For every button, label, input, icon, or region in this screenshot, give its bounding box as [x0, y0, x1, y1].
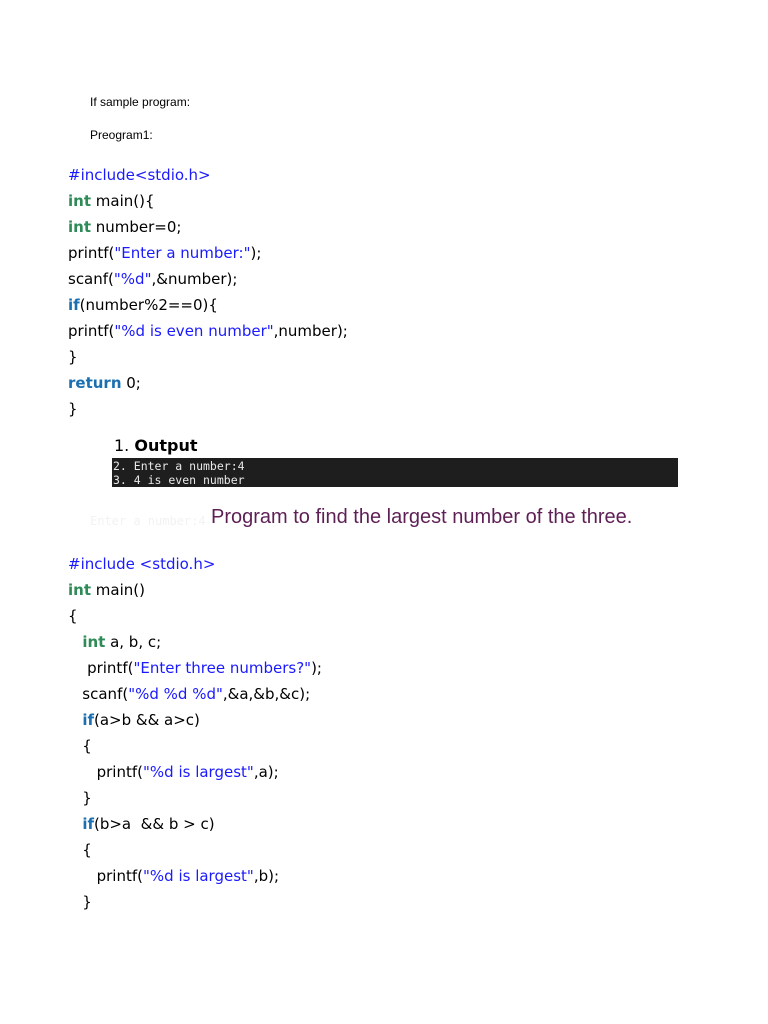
- code-text: printf(: [68, 867, 143, 885]
- code-text: ,number);: [273, 322, 348, 340]
- section-title: Program to find the largest number of the three.: [211, 506, 633, 528]
- program-label: Preogram1:: [90, 128, 153, 142]
- string-literal: "Enter a number:": [114, 244, 251, 262]
- code-text: number=0;: [91, 218, 182, 236]
- code-text: }: [68, 400, 78, 418]
- code-text: main(){: [91, 192, 155, 210]
- code-text: scanf(: [68, 685, 129, 703]
- code-line: [68, 370, 348, 396]
- code-line: [68, 681, 322, 707]
- code-line: [68, 318, 348, 344]
- include-directive: #include <stdio.h>: [68, 555, 216, 573]
- string-literal: "Enter three numbers?": [133, 659, 312, 677]
- code-line: [68, 162, 348, 188]
- code-text: [68, 711, 82, 729]
- string-literal: "%d": [113, 270, 152, 288]
- code-text: );: [311, 659, 322, 677]
- code-text: {: [68, 737, 92, 755]
- code-text: printf(: [68, 244, 115, 262]
- code-line: [68, 889, 322, 915]
- string-literal: "%d is largest": [143, 763, 254, 781]
- code-text: main(): [91, 581, 145, 599]
- code-text: 0;: [121, 374, 141, 392]
- code-text: printf(: [68, 322, 115, 340]
- console-line: 2. Enter a number:4: [113, 459, 245, 473]
- code-text: }: [68, 348, 78, 366]
- code-text: (b>a && b > c): [93, 815, 215, 833]
- code-text: );: [250, 244, 262, 262]
- output-console: [112, 458, 678, 487]
- code-line: [68, 759, 322, 785]
- code-line: [68, 655, 322, 681]
- int-keyword: int: [68, 192, 91, 210]
- code-text: {: [68, 841, 92, 859]
- code-text: printf(: [68, 659, 134, 677]
- code-line: [68, 577, 322, 603]
- code-line: [68, 551, 322, 577]
- code-line: [68, 863, 322, 889]
- code-line: [68, 214, 348, 240]
- code-text: }: [68, 789, 92, 807]
- string-literal: "%d %d %d": [128, 685, 223, 703]
- output-list-number: 1.: [114, 436, 130, 455]
- code-line: [68, 629, 322, 655]
- code-text: }: [68, 893, 92, 911]
- output-label: Output: [134, 436, 198, 455]
- code-text: [68, 815, 82, 833]
- console-line: 3. 4 is even number: [113, 473, 245, 487]
- code-text: ,a);: [253, 763, 279, 781]
- code-line: [68, 266, 348, 292]
- code-text: ,&a,&b,&c);: [222, 685, 311, 703]
- if-keyword: if: [82, 711, 94, 729]
- int-keyword: int: [68, 218, 91, 236]
- code-line: [68, 733, 322, 759]
- code-line: [68, 344, 348, 370]
- code-text: scanf(: [68, 270, 114, 288]
- string-literal: "%d is even number": [114, 322, 274, 340]
- program2-code: [68, 551, 322, 915]
- include-directive: #include<stdio.h>: [68, 166, 211, 184]
- int-keyword: int: [82, 633, 106, 651]
- code-line: [68, 707, 322, 733]
- if-keyword: if: [68, 296, 80, 314]
- code-line: [68, 603, 322, 629]
- faded-console-text: Enter a number:4: [90, 514, 206, 528]
- code-line: [68, 292, 348, 318]
- code-line: [68, 785, 322, 811]
- output-heading: [114, 436, 198, 455]
- code-line: [68, 188, 348, 214]
- code-line: [68, 396, 348, 422]
- return-keyword: return: [68, 374, 122, 392]
- code-text: {: [68, 607, 78, 625]
- string-literal: "%d is largest": [143, 867, 254, 885]
- code-line: [68, 837, 322, 863]
- code-text: ,&number);: [151, 270, 238, 288]
- program1-code: [68, 162, 348, 422]
- code-text: (a>b && a>c): [93, 711, 200, 729]
- if-keyword: if: [82, 815, 94, 833]
- int-keyword: int: [68, 581, 91, 599]
- code-line: [68, 240, 348, 266]
- code-text: [68, 633, 82, 651]
- intro-note: If sample program:: [90, 95, 191, 109]
- code-text: (number%2==0){: [79, 296, 218, 314]
- code-text: a, b, c;: [105, 633, 162, 651]
- code-text: ,b);: [253, 867, 280, 885]
- code-line: [68, 811, 322, 837]
- code-text: printf(: [68, 763, 143, 781]
